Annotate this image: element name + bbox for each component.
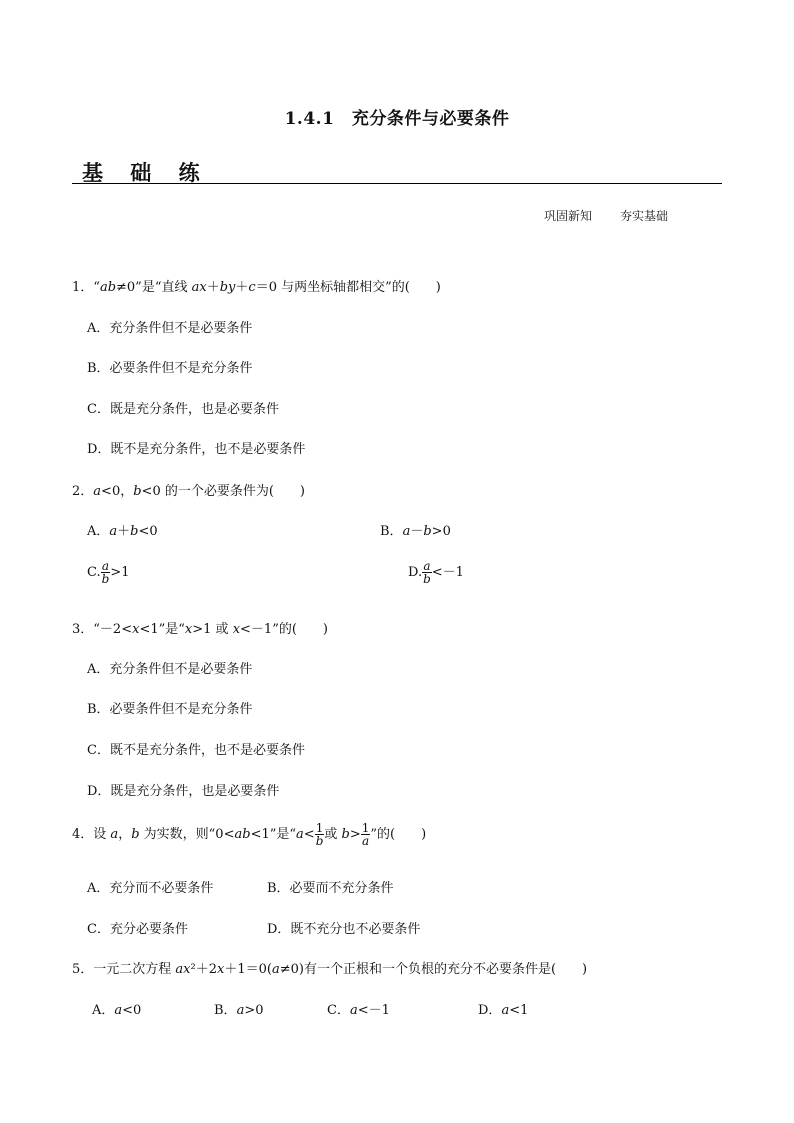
q1-option-b[interactable]: B．必要条件但不是充分条件 xyxy=(87,361,253,376)
stem-text: <1”是“ xyxy=(250,827,297,842)
stem-text: >0 xyxy=(244,1003,264,1018)
q1-option-c[interactable]: C．既是充分条件，也是必要条件 xyxy=(87,402,279,417)
stem-text: >1 或 xyxy=(192,622,233,637)
stem-text: <0 xyxy=(122,1003,142,1018)
math-var: by xyxy=(219,280,236,295)
fraction-numerator: a xyxy=(101,559,110,573)
math-var: x xyxy=(132,622,140,637)
section-divider xyxy=(72,183,722,184)
question-number: 1． xyxy=(72,280,94,295)
fraction xyxy=(315,822,325,847)
fraction-numerator: a xyxy=(423,559,431,573)
fraction-denominator: b xyxy=(423,572,431,586)
q2-option-a[interactable] xyxy=(87,520,158,539)
math-var: a xyxy=(93,484,102,499)
option-letter: C． xyxy=(327,1003,350,1018)
stem-text: > xyxy=(349,827,361,842)
math-var: b xyxy=(131,827,140,842)
q1-option-a[interactable]: A．充分条件但不是必要条件 xyxy=(87,321,253,336)
stem-text: <0， xyxy=(101,484,134,499)
stem-text: 或 xyxy=(324,827,342,842)
fraction xyxy=(422,560,432,585)
q4-option-c[interactable]: C．充分必要条件 xyxy=(87,922,188,937)
question-3-stem xyxy=(72,618,328,637)
math-var: a xyxy=(402,524,411,539)
math-var: x xyxy=(232,622,241,637)
fraction-numerator: 1 xyxy=(315,821,324,835)
q5-option-a[interactable] xyxy=(92,999,141,1018)
q3-option-d[interactable]: D．既是充分条件，也是必要条件 xyxy=(87,784,280,799)
math-var: a xyxy=(110,827,119,842)
q3-option-b[interactable]: B．必要条件但不是充分条件 xyxy=(87,702,253,717)
option-letter: C. xyxy=(87,565,101,580)
math-var: ab xyxy=(99,280,117,295)
stem-text: >1 xyxy=(110,565,130,580)
question-5-stem xyxy=(72,958,587,977)
math-var: a xyxy=(296,827,304,842)
math-var: ab xyxy=(234,827,251,842)
question-4-stem xyxy=(72,822,426,847)
q2-option-c[interactable] xyxy=(87,560,129,585)
math-var: b xyxy=(130,524,139,539)
motto-part: 巩固新知 xyxy=(544,209,593,223)
stem-text: <0 xyxy=(138,524,158,539)
stem-text: ≠0)有一个正根和一个负根的充分不必要条件是( ) xyxy=(279,962,588,977)
stem-text: ＋1＝0( xyxy=(224,962,272,977)
motto-part: 夯实基础 xyxy=(620,209,669,223)
stem-text: <－1 xyxy=(357,1003,390,1018)
question-number: 2． xyxy=(72,484,94,499)
option-letter: B． xyxy=(380,524,403,539)
option-letter: A． xyxy=(92,1003,115,1018)
math-var: b xyxy=(423,524,432,539)
fraction-denominator: b xyxy=(101,572,110,586)
stem-text: < xyxy=(303,827,315,842)
q5-option-c[interactable] xyxy=(327,999,390,1018)
fraction-numerator: 1 xyxy=(361,821,370,835)
math-var: a xyxy=(349,1003,358,1018)
math-var: a xyxy=(114,1003,123,1018)
page-title: 1.4.1 充分条件与必要条件 xyxy=(284,109,510,129)
option-letter: A． xyxy=(87,524,110,539)
fraction-denominator: a xyxy=(362,834,370,848)
question-number: 5． xyxy=(72,962,94,977)
question-number: 4． xyxy=(72,827,94,842)
q3-option-c[interactable]: C．既不是充分条件，也不是必要条件 xyxy=(87,743,305,758)
q4-option-a[interactable]: A．充分而不必要条件 xyxy=(87,881,214,896)
q5-option-b[interactable] xyxy=(214,999,264,1018)
stem-text: 为实数，则“0< xyxy=(139,827,235,842)
section-motto xyxy=(544,207,696,224)
question-2-stem xyxy=(72,480,305,499)
option-letter: D. xyxy=(408,565,423,580)
q5-option-d[interactable] xyxy=(478,999,528,1018)
math-var: x xyxy=(217,962,225,977)
question-1-stem xyxy=(72,276,441,295)
option-letter: B． xyxy=(214,1003,237,1018)
fraction xyxy=(101,560,111,585)
stem-text: ＋ xyxy=(235,280,249,295)
stem-text: 设 xyxy=(93,827,111,842)
stem-text: <1 xyxy=(509,1003,529,1018)
stem-text: “ xyxy=(93,280,100,295)
stem-text: ＋ xyxy=(206,280,220,295)
stem-text: “－2< xyxy=(93,622,133,637)
math-var: x xyxy=(184,622,193,637)
stem-text: <1”是“ xyxy=(139,622,185,637)
stem-text: <－1”的( ) xyxy=(240,622,328,637)
option-letter: D． xyxy=(478,1003,502,1018)
math-var: a xyxy=(109,524,118,539)
stem-text: － xyxy=(410,524,424,539)
stem-text: <－1 xyxy=(431,565,464,580)
math-var: ax xyxy=(191,280,207,295)
stem-text: ≠0”是“直线 xyxy=(116,280,192,295)
stem-text: ＝0 与两坐标轴都相交”的( ) xyxy=(255,280,441,295)
fraction xyxy=(361,822,371,847)
math-var: a xyxy=(236,1003,245,1018)
q3-option-a[interactable]: A．充分条件但不是必要条件 xyxy=(87,662,253,677)
q1-option-d[interactable]: D．既不是充分条件，也不是必要条件 xyxy=(87,442,306,457)
stem-text: 一元二次方程 xyxy=(93,962,176,977)
question-number: 3． xyxy=(72,622,94,637)
math-var: b xyxy=(133,484,142,499)
stem-text: >0 xyxy=(431,524,451,539)
stem-text: ²＋2 xyxy=(190,962,217,977)
math-var: ax xyxy=(175,962,191,977)
q4-option-b[interactable]: B．必要而不充分条件 xyxy=(267,881,394,896)
stem-text: ”的( ) xyxy=(370,827,427,842)
stem-text: ， xyxy=(118,827,132,842)
q2-option-d[interactable] xyxy=(408,560,464,585)
math-var: a xyxy=(501,1003,510,1018)
stem-text: <0 的一个必要条件为( ) xyxy=(141,484,305,499)
q4-option-d[interactable]: D．既不充分也不必要条件 xyxy=(267,922,421,937)
math-var: b xyxy=(341,827,350,842)
math-var: c xyxy=(248,280,256,295)
fraction-denominator: b xyxy=(315,834,324,848)
math-var: a xyxy=(271,962,280,977)
q2-option-b[interactable] xyxy=(380,520,451,539)
section-heading: 基 础 练 xyxy=(82,161,210,185)
stem-text: ＋ xyxy=(117,524,131,539)
